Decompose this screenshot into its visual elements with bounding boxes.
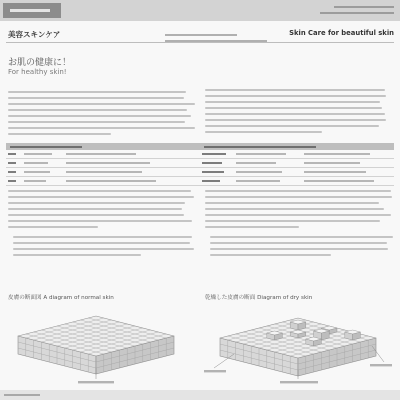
table-cell — [234, 159, 302, 167]
text-line — [13, 254, 141, 256]
text-line — [8, 133, 111, 135]
table-half-en — [200, 159, 394, 167]
table-cell-text — [202, 153, 226, 156]
table-cell — [64, 150, 200, 158]
table-row — [6, 177, 394, 186]
table-cell — [302, 150, 394, 158]
text-line — [205, 89, 385, 91]
table-cell — [22, 159, 64, 167]
table-header-band — [6, 143, 394, 150]
label-text — [78, 381, 114, 383]
label-text — [204, 370, 226, 372]
list-ja — [13, 236, 196, 260]
text-line — [13, 242, 190, 244]
table-cell-text — [24, 162, 48, 164]
text-line — [205, 107, 382, 109]
table-row — [6, 168, 394, 177]
table-cell-text — [8, 153, 16, 156]
header-meta-line — [334, 6, 394, 8]
title-note-line — [165, 34, 237, 36]
paragraph-en-2 — [205, 190, 393, 232]
text-line — [205, 190, 391, 192]
table-title-en — [204, 146, 316, 148]
page-title-ja: 美容スキンケア — [8, 30, 61, 39]
intro-heading-ja: お肌の健康に！ — [8, 58, 72, 68]
footer-text — [4, 394, 40, 396]
table-cell — [22, 150, 64, 158]
text-line — [13, 236, 192, 238]
table-body — [6, 150, 394, 186]
text-line — [8, 109, 187, 111]
text-line — [8, 91, 186, 93]
table-cell — [200, 150, 234, 158]
table-half-ja — [6, 168, 200, 176]
text-line — [8, 115, 191, 117]
text-line — [205, 95, 386, 97]
table-cell-text — [66, 171, 142, 173]
table-cell-text — [304, 180, 374, 182]
table-half-en — [200, 150, 394, 158]
text-line — [210, 236, 393, 238]
paragraph-ja-1 — [8, 91, 196, 139]
normal-skin-diagram — [8, 302, 193, 388]
text-line — [205, 220, 380, 222]
text-line — [205, 196, 392, 198]
table-cell — [6, 168, 22, 176]
table-cell-text — [236, 162, 276, 164]
text-line — [8, 103, 195, 105]
table-half-ja — [6, 159, 200, 167]
text-line — [205, 125, 379, 127]
table-cell-text — [304, 171, 366, 173]
table-cell — [234, 168, 302, 176]
table-cell — [234, 150, 302, 158]
table-title-ja — [10, 146, 82, 148]
header-meta-line — [320, 12, 394, 14]
table-cell-text — [8, 162, 16, 165]
table-cell — [22, 177, 64, 185]
table-cell — [200, 159, 234, 167]
table-cell-text — [8, 180, 16, 183]
table-cell — [22, 168, 64, 176]
table-cell-text — [24, 171, 50, 173]
table-cell — [200, 177, 234, 185]
table-half-en — [200, 177, 394, 185]
text-line — [205, 131, 322, 133]
text-line — [8, 196, 194, 198]
table-cell — [64, 159, 200, 167]
table-cell-text — [24, 153, 52, 155]
header-meta — [318, 6, 394, 18]
table-cell — [6, 177, 22, 185]
title-note — [165, 34, 269, 46]
text-line — [8, 214, 184, 216]
table-cell — [6, 150, 22, 158]
paragraph-en-1 — [205, 89, 393, 137]
table-cell-text — [304, 153, 370, 155]
label-text — [370, 364, 392, 366]
table-cell-text — [24, 180, 46, 182]
text-line — [205, 214, 391, 216]
intro-heading-en: For healthy skin! — [8, 68, 67, 76]
paragraph-ja-2 — [8, 190, 196, 232]
table-cell — [6, 159, 22, 167]
table-half-ja — [6, 150, 200, 158]
text-line — [8, 208, 182, 210]
text-line — [8, 121, 185, 123]
table-row — [6, 150, 394, 159]
table-cell-text — [66, 162, 150, 164]
text-line — [13, 248, 194, 250]
table-half-en — [200, 168, 394, 176]
list-en — [210, 236, 393, 260]
table-cell-text — [202, 171, 224, 174]
figure-caption-dry-skin: 乾燥した皮膚の断面 Diagram of dry skin — [205, 295, 313, 301]
text-line — [8, 226, 98, 228]
text-line — [8, 190, 191, 192]
table-cell-text — [304, 162, 360, 164]
text-line — [205, 208, 384, 210]
table-cell-text — [236, 171, 282, 173]
text-line — [205, 202, 379, 204]
text-line — [8, 127, 195, 129]
text-line — [8, 97, 184, 99]
comparison-table — [6, 143, 394, 186]
table-cell-text — [236, 153, 286, 155]
section-label-box — [3, 3, 61, 18]
table-cell-text — [202, 180, 220, 183]
table-cell — [200, 168, 234, 176]
text-line — [205, 101, 380, 103]
table-half-ja — [6, 177, 200, 185]
table-cell-text — [66, 153, 136, 155]
table-cell-text — [236, 180, 280, 182]
text-line — [205, 119, 386, 121]
text-line — [210, 242, 387, 244]
footer-band — [0, 390, 400, 400]
table-cell — [64, 168, 200, 176]
dry-skin-diagram — [204, 302, 394, 388]
table-cell — [64, 177, 200, 185]
text-line — [8, 202, 185, 204]
text-line — [205, 113, 385, 115]
table-cell-text — [8, 171, 16, 174]
table-row — [6, 159, 394, 168]
table-cell — [302, 159, 394, 167]
page-title-en: Skin Care for beautiful skin — [289, 29, 394, 37]
table-cell — [302, 168, 394, 176]
figure-caption-normal-skin: 皮膚の断面図 A diagram of normal skin — [8, 295, 114, 301]
text-line — [205, 226, 299, 228]
section-label-text — [10, 9, 50, 12]
text-line — [210, 254, 331, 256]
label-text — [280, 381, 318, 383]
table-cell — [302, 177, 394, 185]
title-divider — [6, 42, 394, 43]
text-line — [8, 220, 192, 222]
table-cell-text — [202, 162, 222, 165]
table-cell-text — [66, 180, 156, 182]
table-cell — [234, 177, 302, 185]
text-line — [210, 248, 388, 250]
